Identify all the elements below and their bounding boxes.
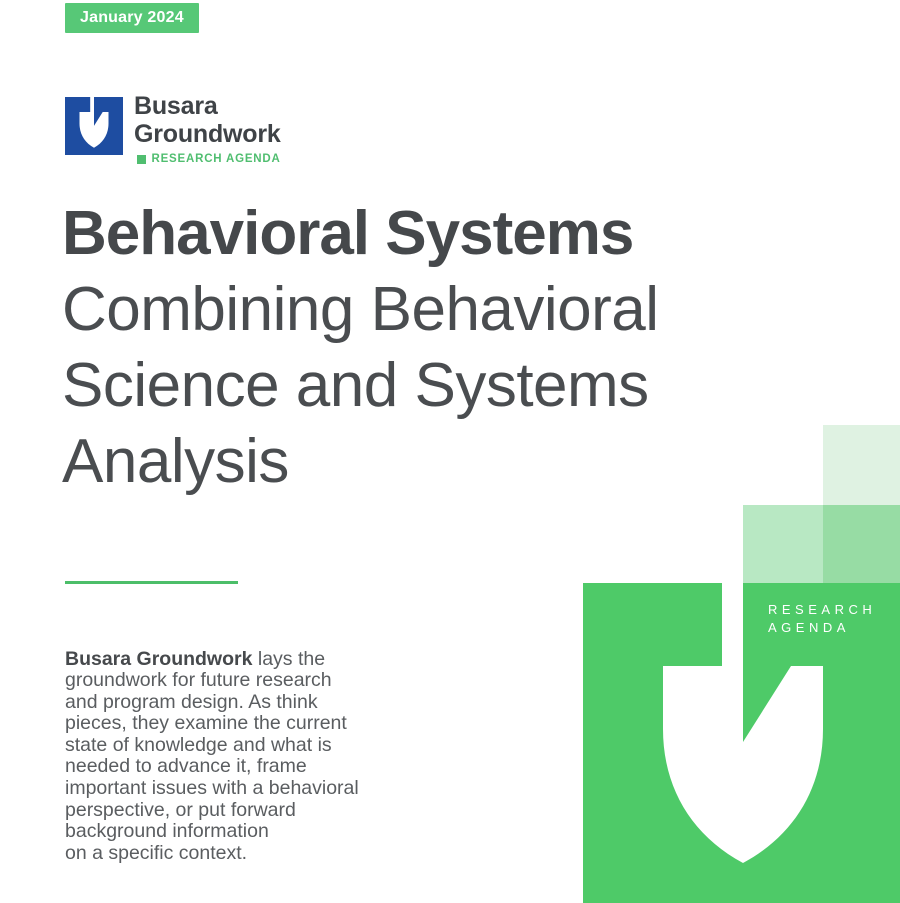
page-subtitle: Combining Behavioral Science and Systems Analysis (62, 275, 659, 496)
decor-square-overlap (823, 505, 900, 583)
busara-logo-icon (65, 97, 123, 155)
logo-tagline (134, 153, 281, 165)
green-square-icon (137, 155, 146, 164)
title-block (62, 196, 782, 500)
page-title: Behavioral Systems (62, 199, 634, 268)
decor-square-light (823, 425, 900, 505)
divider-rule (65, 581, 238, 584)
intro-body: lays the groundwork for future research and program design. As think pieces, they examine the current state of knowledge and what is needed to advance it, frame important issues with a behavioral perspective, or put forward background information on a specific context. (65, 647, 359, 864)
logo-tagline-label: RESEARCH AGENDA (151, 153, 281, 165)
date-badge: January 2024 (65, 3, 199, 33)
intro-paragraph (65, 649, 385, 865)
decor-square-medium (743, 505, 823, 583)
logo-name-line1: Busara (134, 92, 218, 120)
graphic-tagline: RESEARCH AGENDA (768, 602, 877, 635)
logo-name-line2: Groundwork (134, 120, 281, 148)
intro-lead: Busara Groundwork (65, 647, 253, 670)
logo-text-block (134, 92, 281, 165)
